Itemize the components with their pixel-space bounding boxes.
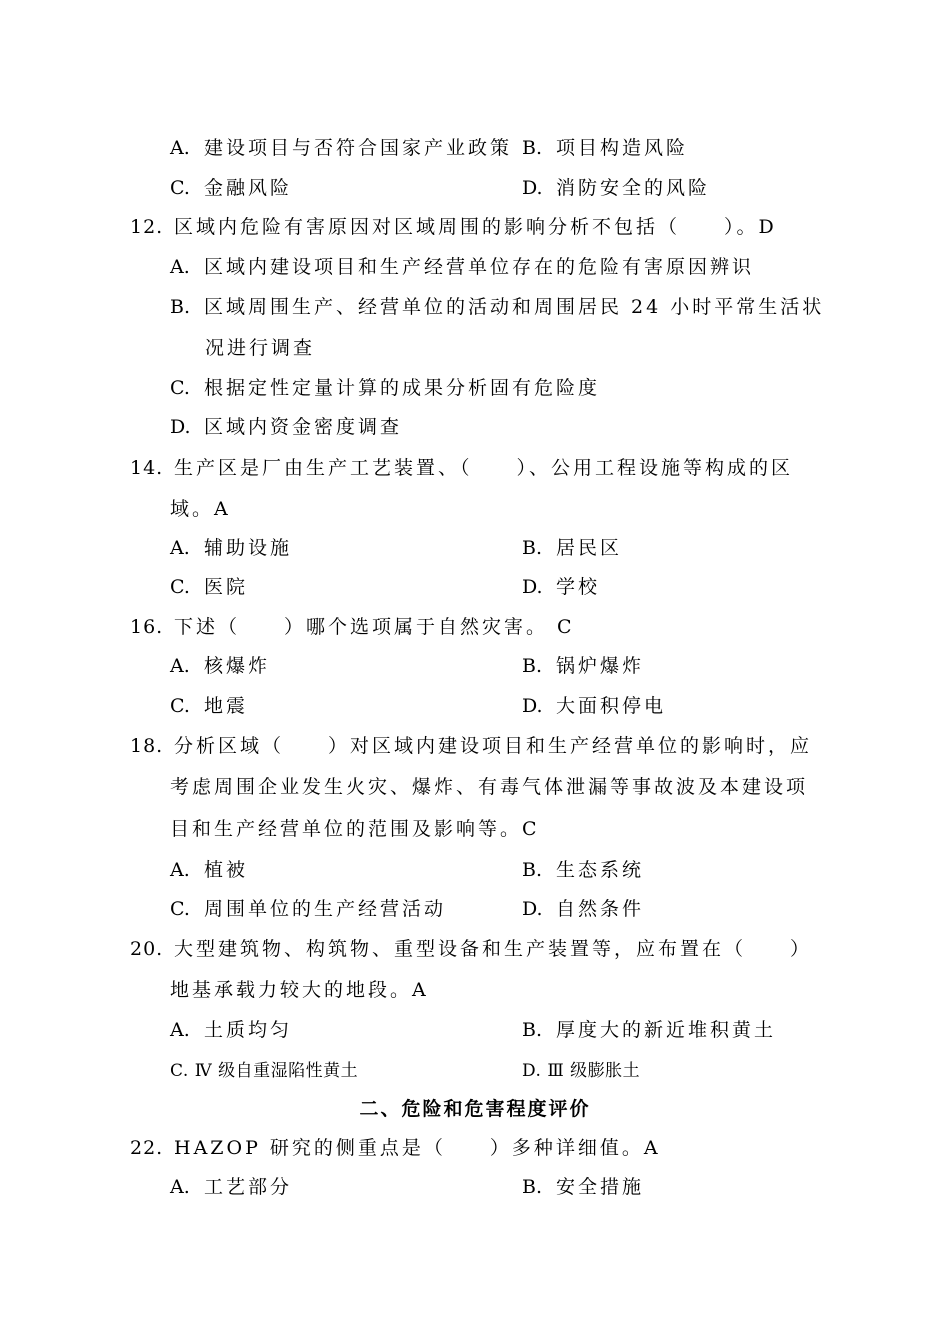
option-label: C. [170,576,190,598]
option-label: B. [522,1019,543,1041]
option-text: 周围单位的生产经营活动 [204,898,447,920]
option-text: 区域周围生产、经营单位的活动和周围居民 24 小时平常生活状 [204,296,825,318]
option-c [170,691,248,718]
option-label: A. [170,537,190,559]
question-number: 22. [130,1137,164,1159]
option-d [522,691,666,718]
question-20-continued [170,975,429,1002]
option-label: D. [522,898,543,920]
question-number: 14. [130,457,164,479]
option-text: 地震 [204,695,249,717]
question-text: 区域内危险有害原因对区域周围的影响分析不包括（ ）。D [174,216,777,238]
question-text: 地基承载力较大的地段。A [170,979,429,1001]
question-text: 目和生产经营单位的范围及影响等。C [170,818,540,840]
option-label: B. [522,137,543,159]
option-b [522,855,644,882]
option-text: 辅助设施 [204,537,293,559]
option-label: D. [170,416,191,438]
option-d [522,894,644,921]
option-b [522,133,688,160]
option-c [170,373,600,400]
option-a [170,855,248,882]
option-label: D. [522,177,543,199]
option-c [170,173,292,200]
question-20 [130,934,812,961]
question-number: 18. [130,735,164,757]
option-label: C. [170,377,190,399]
option-text: 植被 [204,859,249,881]
option-d [522,173,710,200]
question-text: HAZOP 研究的侧重点是（ ）多种详细值。A [174,1137,661,1159]
option-text: 消防安全的风险 [556,177,711,199]
question-number: 16. [130,616,164,638]
option-text: 锅炉爆炸 [556,655,645,677]
option-label: C. [170,177,190,199]
question-text: 生产区是厂由生产工艺装置、（ ）、公用工程设施等构成的区 [174,457,794,479]
question-18 [130,731,812,758]
question-16 [130,612,575,639]
option-a [170,651,270,678]
question-text: 大型建筑物、构筑物、重型设备和生产装置等，应布置在（ ） [174,938,813,960]
option-label: B. [522,859,543,881]
option-label: A. [170,137,190,159]
option-text: 区域内资金密度调查 [204,416,403,438]
option-text: 大面积停电 [556,695,667,717]
question-14 [130,453,793,480]
question-number: 20. [130,938,164,960]
option-text: 土质均匀 [204,1019,293,1041]
question-text: 分析区域（ ）对区域内建设项目和生产经营单位的影响时，应 [174,735,813,757]
option-d [522,1056,640,1081]
option-text: 学校 [556,576,601,598]
option-label: A. [170,1019,190,1041]
question-22 [130,1133,661,1160]
question-14-continued [170,494,231,521]
option-b [522,1172,644,1199]
question-12 [130,212,777,239]
option-label: B. [522,537,543,559]
option-text: 居民区 [556,537,623,559]
option-text: 工艺部分 [204,1176,293,1198]
option-label: D. [522,695,543,717]
question-18-continued [170,772,808,799]
option-label: C. [170,898,190,920]
option-a [170,1015,292,1042]
option-b [522,1015,776,1042]
question-text: 域。A [170,498,231,520]
option-text: 金融风险 [204,177,293,199]
option-c [170,572,248,599]
option-label: A. [170,1176,190,1198]
option-b [522,651,644,678]
option-text: C. Ⅳ 级自重湿陷性黄土 [170,1061,359,1081]
question-18-continued [170,814,540,841]
option-label: A. [170,655,190,677]
option-text: 安全措施 [556,1176,645,1198]
option-text: 生态系统 [556,859,645,881]
option-text: 况进行调查 [205,337,316,359]
section-heading: 二、危险和危害程度评价 [359,1098,591,1120]
option-text: 核爆炸 [204,655,271,677]
question-text: 下述（ ）哪个选项属于自然灾害。 C [174,616,575,638]
option-b [170,292,824,319]
option-a [170,533,292,560]
option-a [170,1172,292,1199]
option-text: 项目构造风险 [556,137,689,159]
option-text: 医院 [204,576,249,598]
option-label: A. [170,859,190,881]
option-a [170,252,754,279]
option-label: A. [170,256,190,278]
option-c [170,1056,358,1081]
option-label: B. [522,1176,543,1198]
option-d [522,572,600,599]
option-b-continued [205,333,315,360]
option-d [170,412,402,439]
question-number: 12. [130,216,164,238]
option-label: B. [522,655,543,677]
question-text: 考虑周围企业发生火灾、爆炸、有毒气体泄漏等事故波及本建设项 [170,776,809,798]
option-label: C. [170,695,190,717]
option-a [170,133,512,160]
option-text: 根据定性定量计算的成果分析固有危险度 [204,377,601,399]
option-b [522,533,622,560]
option-label: B. [170,296,191,318]
option-text: 区域内建设项目和生产经营单位存在的危险有害原因辨识 [204,256,755,278]
option-c [170,894,446,921]
option-text: 自然条件 [556,898,645,920]
option-label: D. [522,576,543,598]
option-text: 建设项目与否符合国家产业政策 [204,137,513,159]
option-text: D. Ⅲ 级膨胀土 [522,1061,641,1081]
option-text: 厚度大的新近堆积黄土 [556,1019,777,1041]
